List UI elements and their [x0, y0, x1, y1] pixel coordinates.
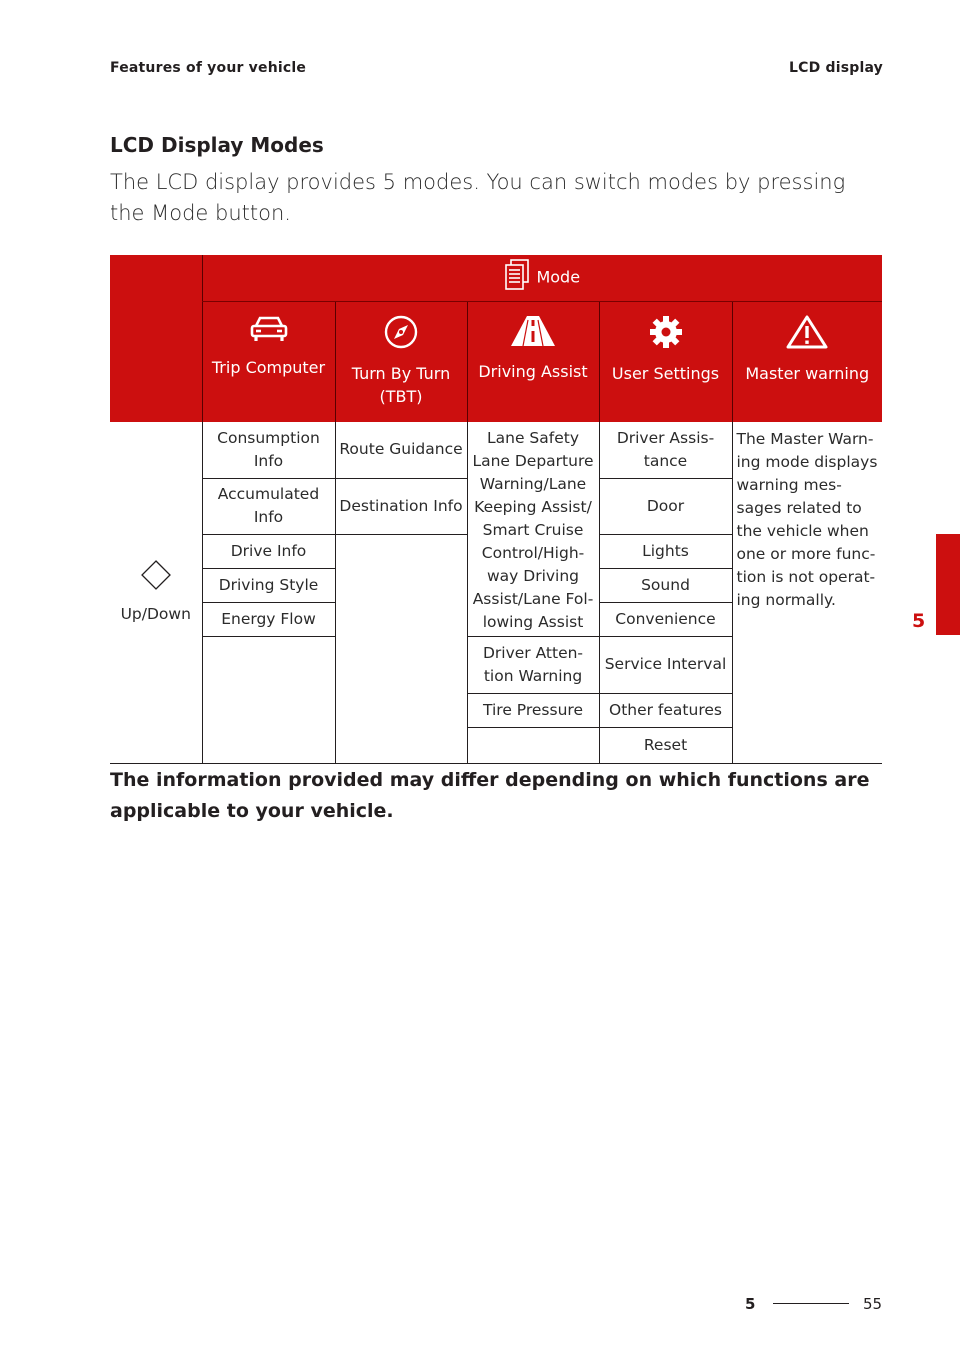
running-header-topic: LCD display [788, 60, 883, 76]
driving-assist-item-driver-attention: Driver Atten-tion Warning [467, 636, 599, 693]
column-label-tbt: Turn By Turn (TBT) [351, 364, 451, 406]
page-title: LCD Display Modes [110, 133, 324, 157]
settings-item-door: Door [599, 478, 732, 534]
mode-header [202, 255, 882, 302]
settings-item-convenience: Convenience [599, 602, 732, 636]
settings-item-reset: Reset [599, 727, 732, 763]
trip-item-accumulated: Accumulated Info [202, 478, 335, 534]
settings-item-lights: Lights [599, 534, 732, 568]
settings-item-driver-assistance: Driver Assis-tance [599, 422, 732, 478]
running-header-section: Features of your vehicle [110, 60, 307, 76]
tbt-empty-cell [335, 534, 467, 763]
lcd-modes-table [110, 255, 882, 764]
driving-assist-item-tire-pressure: Tire Pressure [467, 693, 599, 727]
tbt-item-route-guidance: Route Guidance [335, 422, 467, 478]
column-header-trip-computer [202, 302, 335, 423]
up-down-label: Up/Down [120, 604, 191, 623]
trip-empty-cell [202, 636, 335, 763]
settings-item-service-interval: Service Interval [599, 636, 732, 693]
compass-icon [338, 314, 465, 356]
master-warning-description: The Master Warn-ing mode displays warning mes-sages related to the vehicle when one or more func-tion is not operat-ing normally. [732, 422, 882, 763]
tbt-item-destination-info: Destination Info [335, 478, 467, 534]
trip-item-energy-flow: Energy Flow [202, 602, 335, 636]
column-header-driving-assist [467, 302, 599, 423]
settings-item-sound: Sound [599, 568, 732, 602]
trip-item-drive-info: Drive Info [202, 534, 335, 568]
warning-icon [735, 314, 881, 356]
gear-icon [602, 314, 730, 356]
intro-paragraph: The LCD display provides 5 modes. You can switch modes by pressing the Mode button. [110, 170, 846, 225]
column-label-user-settings: User Settings [611, 364, 720, 383]
car-icon [205, 314, 333, 350]
settings-item-other-features: Other features [599, 693, 732, 727]
mode-label: Mode [536, 267, 581, 287]
up-down-button-cell [110, 422, 202, 763]
chapter-side-number: 5 [912, 610, 926, 632]
trip-item-driving-style: Driving Style [202, 568, 335, 602]
footer-page-number: 55 [863, 1295, 883, 1313]
footer-divider [773, 1303, 849, 1304]
column-header-tbt [335, 302, 467, 423]
column-label-driving-assist: Driving Assist [478, 362, 588, 381]
footer-section-number: 5 [745, 1295, 756, 1313]
trip-item-consumption: Consumption Info [202, 422, 335, 478]
applicability-note: The information provided may differ depending on which functions are applicable to your vehicle. [110, 769, 870, 822]
driving-assist-item-lane-safety: Lane Safety Lane Departure Warning/Lane Keeping Assist/ Smart Cruise Control/High-way Driving Assist/Lane Fol-lowing Assist [467, 422, 599, 636]
column-header-master-warning [732, 302, 882, 423]
column-label-master-warning: Master warning [745, 364, 870, 383]
chapter-side-tab [936, 534, 960, 635]
column-header-user-settings [599, 302, 732, 423]
up-down-diamond-icon [112, 559, 200, 591]
mode-document-icon [504, 259, 530, 297]
column-label-trip-computer: Trip Computer [211, 358, 326, 377]
header-blank-cell [110, 255, 202, 422]
driving-assist-empty-cell [467, 727, 599, 763]
lane-icon [470, 314, 597, 354]
